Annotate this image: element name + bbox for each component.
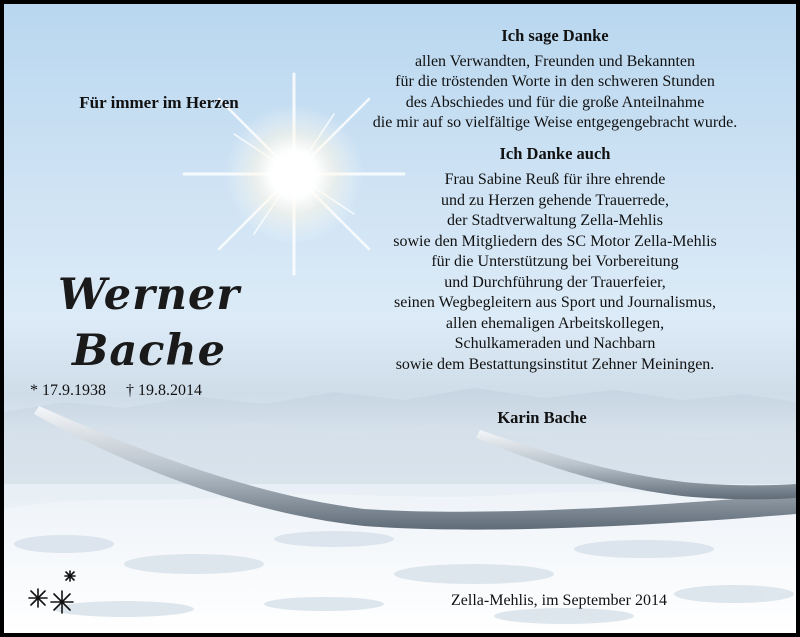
thanks-also-line: seinen Wegbegleitern aus Sport und Journalismus, (394, 294, 716, 311)
thanks-line: des Abschiedes und für die große Anteilnahme (405, 93, 705, 111)
signature: Karin Bache (497, 408, 587, 427)
birth-date: * 17.9.1938 (30, 382, 106, 399)
thanks-also-line: allen ehemaligen Arbeitskollegen, (445, 314, 665, 332)
thanks-also-line: sowie den Mitgliedern des SC Motor Zella-Mehlis (393, 232, 717, 250)
thanks-text (324, 26, 786, 375)
thanks-also-line: und Durchführung der Trauerfeier, (444, 273, 666, 291)
flower-ornament-icon (16, 566, 86, 618)
thanks-heading: Ich sage Danke (501, 26, 609, 45)
deceased-first-name: Werner (57, 270, 241, 320)
thanks-also-line: sowie dem Bestattungsinstitut Zehner Meiningen. (395, 355, 715, 373)
thanks-also-line: der Stadtverwaltung Zella-Mehlis (447, 212, 663, 229)
thanks-also-line: für die Unterstützung bei Vorbereitung (431, 253, 679, 270)
thanks-also-heading: Ich Danke auch (499, 143, 611, 163)
death-date: † 19.8.2014 (126, 382, 202, 399)
thanks-also-line: Frau Sabine Reuß für ihre ehrende (444, 171, 666, 188)
thanks-line: die mir auf so vielfältige Weise entgegengebracht wurde. (372, 114, 738, 131)
place-date: Zella-Mehlis, im September 2014 (451, 592, 667, 609)
deceased-last-name: Bache (71, 326, 226, 376)
obituary-card (4, 4, 796, 633)
thanks-also-line: und zu Herzen gehende Trauerrede, (441, 191, 669, 209)
thanks-also-line: Schulkameraden und Nachbarn (454, 335, 656, 352)
life-dates (30, 382, 202, 400)
thanks-line: für die tröstenden Worte in den schweren Stunden (395, 73, 715, 90)
thanks-line: allen Verwandten, Freunden und Bekannten (414, 52, 696, 70)
motto: Für immer im Herzen (79, 93, 239, 112)
